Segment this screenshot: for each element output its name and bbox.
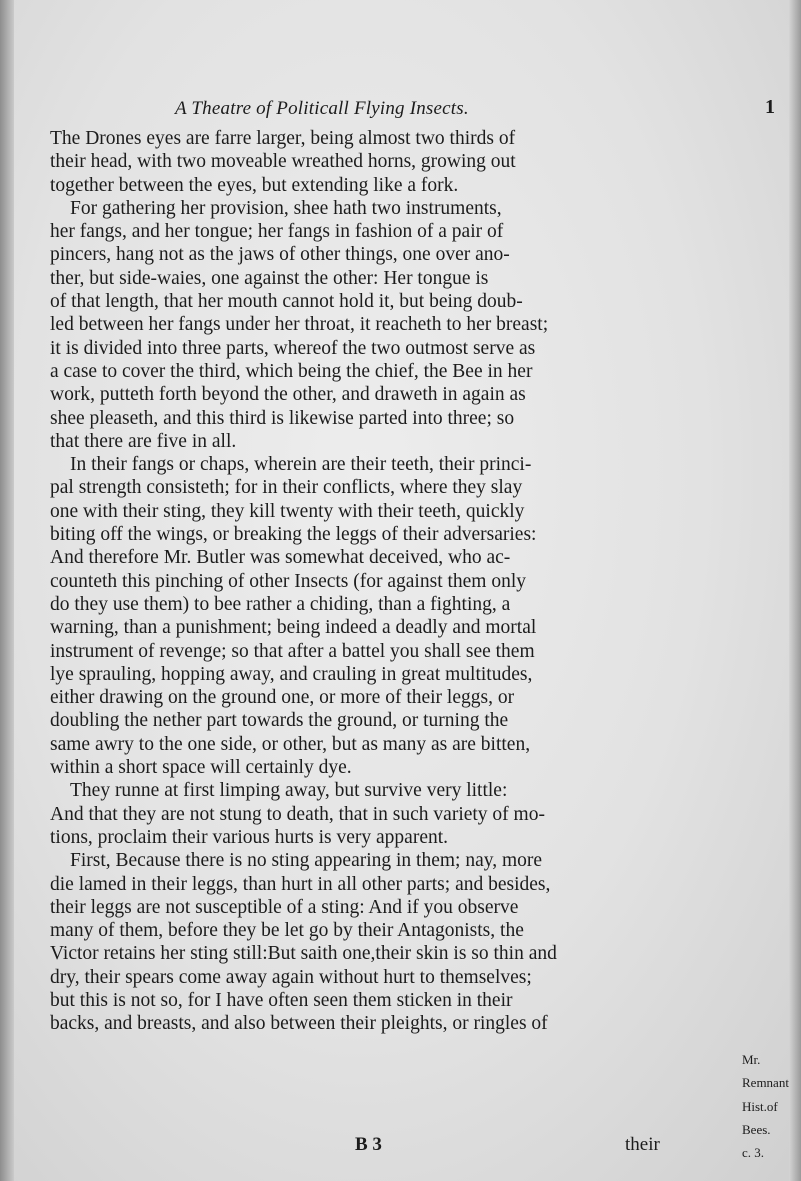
text-line: dry, their spears come away again without hurt to themselves; — [50, 966, 532, 988]
text-line: same awry to the one side, or other, but as many as are bitten, — [50, 733, 531, 755]
margin-note-line: Hist.of Bees. — [742, 1098, 778, 1137]
text-line: work, putteth forth beyond the other, and draweth in again as — [50, 384, 526, 406]
text-line: And that they are not stung to death, that in such variety of mo- — [50, 803, 545, 825]
text-line: a case to cover the third, which being the chief, the Bee in her — [50, 360, 533, 382]
running-head: A Theatre of Politicall Flying Insects. — [175, 98, 469, 119]
page-right-edge-shadow — [789, 0, 801, 1181]
text-line: of that length, that her mouth cannot hold it, but being doub- — [50, 291, 523, 313]
text-line: They runne at first limping away, but survive very little: — [70, 780, 508, 802]
catchword: their — [625, 1134, 660, 1155]
text-line: led between her fangs under her throat, it reacheth to her breast; — [50, 314, 549, 336]
text-line: backs, and breasts, and also between their pleights, or ringles of — [50, 1013, 548, 1035]
text-line: First, Because there is no sting appearing in them; nay, more — [70, 850, 543, 872]
text-line: one with their sting, they kill twenty with their teeth, quickly — [50, 500, 525, 522]
margin-note — [742, 1048, 801, 1164]
text-line: within a short space will certainly dye. — [50, 757, 352, 779]
page-left-edge-shadow — [0, 0, 14, 1181]
text-line: instrument of revenge; so that after a battel you shall see them — [50, 640, 535, 662]
signature-mark: B 3 — [355, 1134, 382, 1155]
text-line: shee pleaseth, and this third is likewise parted into three; so — [50, 407, 515, 429]
text-line: tions, proclaim their various hurts is very apparent. — [50, 826, 449, 848]
text-line: The Drones eyes are farre larger, being almost two thirds of — [50, 128, 516, 149]
text-line: doubling the nether part towards the ground, or turning the — [50, 710, 509, 732]
text-line: it is divided into three parts, whereof the two outmost serve as — [50, 337, 536, 359]
text-line: counteth this pinching of other Insects (for against them only — [50, 570, 527, 592]
margin-note-line: Mr. Remnant — [742, 1052, 789, 1091]
text-line: In their fangs or chaps, wherein are their teeth, their princi- — [70, 454, 532, 476]
text-line: warning, than a punishment; being indeed a deadly and mortal — [50, 617, 537, 639]
text-line: do they use them) to bee rather a chiding, than a fighting, a — [50, 593, 511, 615]
text-line: their head, with two moveable wreathed horns, growing out — [50, 151, 516, 173]
text-line: biting off the wings, or breaking the leggs of their adversaries: — [50, 524, 537, 546]
text-line: And therefore Mr. Butler was somewhat deceived, who ac- — [50, 547, 511, 569]
text-line: pal strength consisteth; for in their conflicts, where they slay — [50, 477, 523, 499]
text-line: pincers, hang not as the jaws of other things, one over ano- — [50, 244, 510, 266]
margin-note-line: c. 3. — [742, 1145, 765, 1161]
text-line: but this is not so, for I have often seen them sticken in their — [50, 989, 513, 1011]
text-line: that there are five in all. — [50, 430, 237, 452]
text-line: either drawing on the ground one, or more of their leggs, or — [50, 687, 515, 709]
text-line: together between the eyes, but extending like a fork. — [50, 174, 459, 196]
page-number: 1 — [765, 96, 775, 118]
body-text — [50, 127, 730, 1036]
text-line: many of them, before they be let go by their Antagonists, the — [50, 920, 524, 942]
text-line: die lamed in their leggs, than hurt in all other parts; and besides, — [50, 873, 551, 895]
text-line: their leggs are not susceptible of a sting: And if you observe — [50, 896, 519, 918]
text-line: For gathering her provision, shee hath two instruments, — [70, 197, 502, 219]
text-line: Victor retains her sting still:But saith one,their skin is so thin and — [50, 943, 557, 965]
text-line: ther, but side-waies, one against the other: Her tongue is — [50, 267, 489, 289]
text-line: her fangs, and her tongue; her fangs in fashion of a pair of — [50, 221, 504, 243]
text-line: lye sprauling, hopping away, and crauling in great multitudes, — [50, 663, 533, 685]
